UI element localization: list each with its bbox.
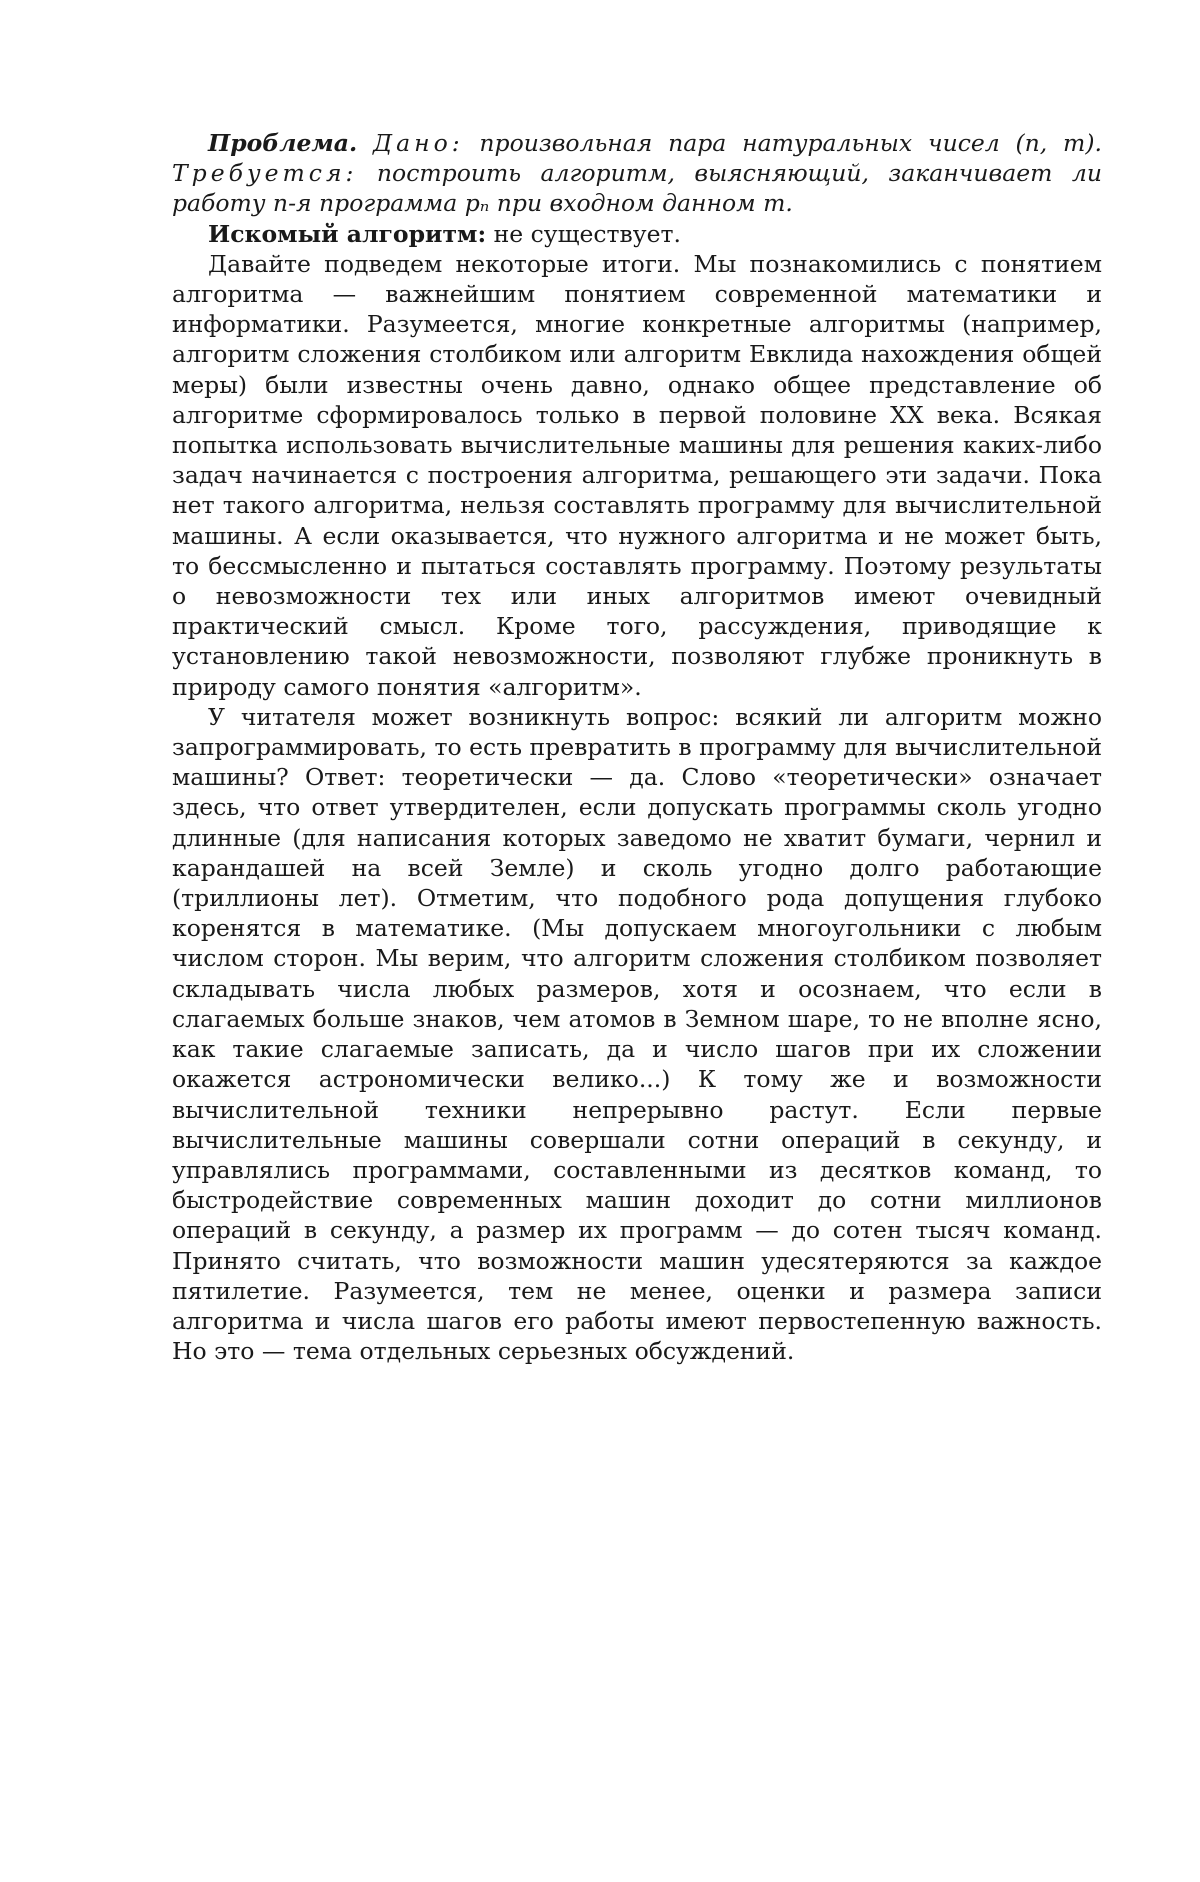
sought-algorithm <box>172 219 1102 249</box>
paragraph-programming: У читателя может возникнуть вопрос: всякий ли алгоритм можно запрограммировать, то есть превратить в программу для вычислительной машины? Ответ: теоретически — да. Слово «теоретически» означает здесь, что ответ утвердителен, если допускать программы сколь угодно длинные (для написания которых заведомо не хватит бумаги, чернил и карандашей на всей Земле) и сколь угодно долго работающие (триллионы лет). Отметим, что подобного рода допущения глубоко коренятся в математике. (Мы допускаем многоугольники с любым числом сторон. Мы верим, что алгоритм сложения столбиком позволяет складывать числа любых размеров, хотя и осознаем, что если в слагаемых больше знаков, чем атомов в Земном шаре, то не вполне ясно, как такие слагаемые записать, да и число шагов при их сложении окажется астрономически велико...) К тому же и возможности вычислительной техники непрерывно растут. Если первые вычислительные машины совершали сотни операций в секунду, и управлялись программами, составленными из десятков команд, то быстродействие современных машин доходит до сотни миллионов операций в секунду, а размер их программ — до сотен тысяч команд. Принято считать, что возможности машин удесятеряются за каждое пятилетие. Разумеется, тем не менее, оценки и размера записи алгоритма и числа шагов его работы имеют первостепенную важность. Но это — тема отдельных серьезных обсуждений. <box>172 702 1102 1366</box>
problem-label: Проблема. <box>208 129 358 157</box>
document-page <box>172 128 1102 1366</box>
sought-label: Искомый алгоритм: <box>208 219 487 248</box>
required-text: построить алгоритм, выясняющий, заканчивает ли работу n-я программа pₙ при входном данном m. <box>172 159 1102 218</box>
sought-text: не существует. <box>493 219 681 248</box>
given-label: Дано: <box>372 129 464 157</box>
paragraph-summary: Давайте подведем некоторые итоги. Мы познакомились с понятием алгоритма — важнейшим понятием современной математики и информатики. Разумеется, многие конкретные алгоритмы (например, алгоритм сложения столбиком или алгоритм Евклида нахождения общей меры) были известны очень давно, однако общее представление об алгоритме сформировалось только в первой половине XX века. Всякая попытка использовать вычислительные машины для решения каких-либо задач начинается с построения алгоритма, решающего эти задачи. Пока нет такого алгоритма, нельзя составлять программу для вычислительной машины. А если оказывается, что нужного алгоритма и не может быть, то бессмысленно и пытаться составлять программу. Поэтому результаты о невозможности тех или иных алгоритмов имеют очевидный практический смысл. Кроме того, рассуждения, приводящие к установлению такой невозможности, позволяют глубже проникнуть в природу самого понятия «алгоритм». <box>172 249 1102 701</box>
given-text: произвольная пара натуральных чисел (n, m). <box>479 129 1102 157</box>
required-label: Требуется: <box>172 159 358 188</box>
problem-statement <box>172 128 1102 219</box>
